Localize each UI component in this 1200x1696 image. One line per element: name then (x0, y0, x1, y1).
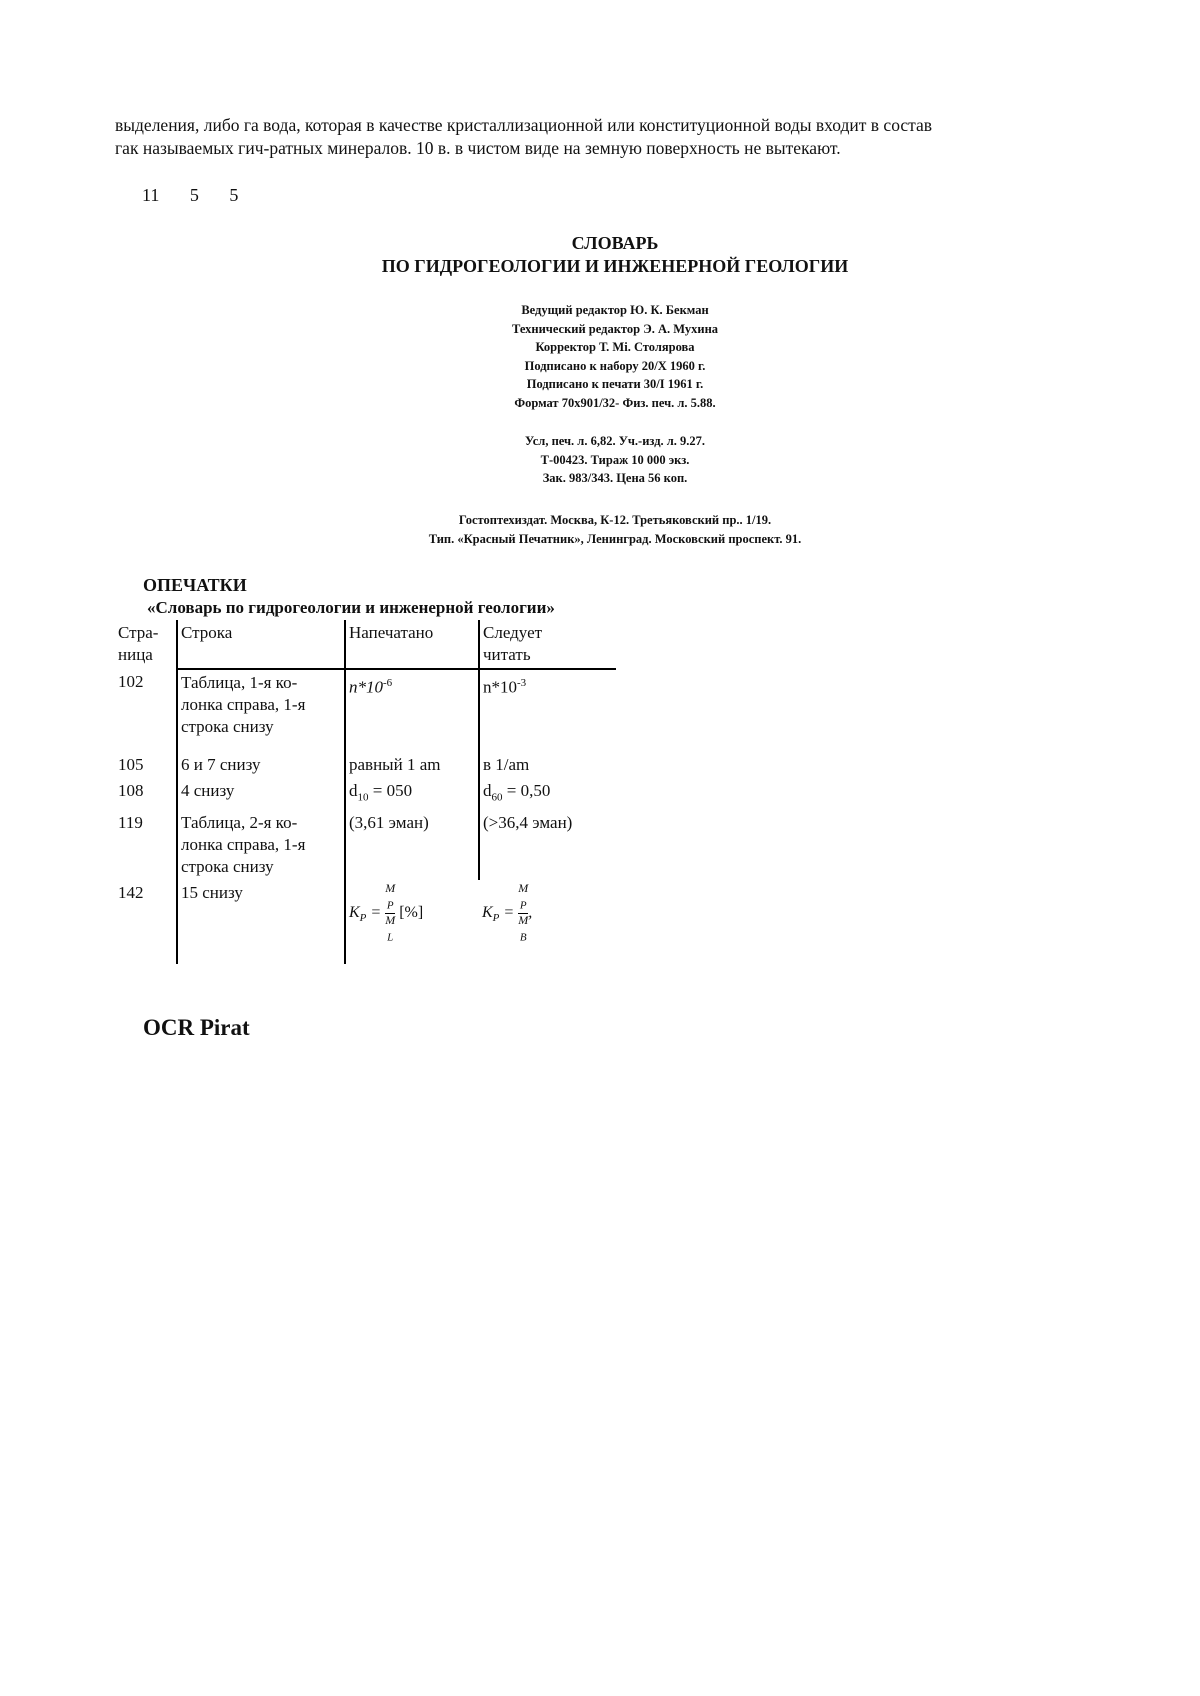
imprint-print-info (0, 432, 1200, 488)
header-should-read: Следует читать (479, 620, 616, 669)
imprint-line: Формат 70х901/32- Физ. печ. л. 5.88. (514, 395, 716, 410)
intro-line: гак называемых гич-ратных минералов. 10 в. в чистом виде на земную поверхность не вытекают. (115, 138, 841, 158)
fraction: M $_P$ M $_L$ (385, 881, 396, 944)
table-row (115, 752, 616, 778)
imprint-line: Подписано к печати 30/I 1961 г. (526, 377, 704, 391)
formula-printed: $K_P$ = M $_P$ M $_L$ [%] (349, 881, 424, 944)
page-number: 11 (142, 185, 160, 205)
intro-paragraph (115, 114, 1095, 160)
cell-should-read: в 1/am (479, 752, 616, 778)
imprint-line: Тип. «Красный Печатник», Ленинград. Московский проспект. 91. (428, 531, 802, 546)
fraction: M $_P$ M $_B$ (518, 881, 529, 944)
page-numbers (142, 185, 264, 206)
header-printed: Напечатано (345, 620, 479, 669)
cell-page: 105 (118, 755, 144, 774)
cell-line: 15 снизу (177, 880, 345, 964)
errata-table (115, 620, 616, 964)
cell-printed: равный 1 am (345, 752, 479, 778)
header-page: Стра- ница (118, 623, 159, 664)
table-row (115, 778, 616, 810)
table-row (115, 669, 616, 752)
cell-line: Таблица, 2-я ко- лонка справа, 1-я строка снизу (177, 810, 345, 880)
imprint-line: Усл, печ. л. 6,82. Уч.-изд. л. 9.27. (524, 434, 706, 448)
imprint-line: Технический редактор Э. А. Мухина (511, 321, 719, 336)
cell-should-read: $d_{60} = 0,50$ (479, 778, 616, 810)
cell-line: Таблица, 1-я ко- лонка справа, 1-я строка снизу (177, 669, 345, 752)
cell-line: 6 и 7 снизу (177, 752, 345, 778)
imprint-line: Зак. 983/343. Цена 56 коп. (542, 471, 688, 485)
imprint-publisher (0, 511, 1200, 548)
errata-title: ОПЕЧАТКИ (143, 575, 247, 595)
errata-subtitle: «Словарь по гидрогеологии и инженерной геологии» (147, 598, 555, 617)
dictionary-title: СЛОВАРЬ (571, 233, 659, 253)
imprint-line: Корректор Т. Мі. Столярова (535, 340, 695, 354)
formula-should-read: $K_P$ = M $_P$ M $_B$ , (482, 881, 533, 944)
imprint-line: Т-00423. Тираж 10 000 экз. (540, 452, 690, 467)
cell-printed: $d_{10} = 050$ (345, 778, 479, 810)
table-header-row (115, 620, 616, 669)
imprint-line: Ведущий редактор Ю. К. Бекман (521, 303, 709, 317)
page-number: 5 (189, 185, 199, 205)
imprint-editors (0, 301, 1200, 412)
dictionary-subtitle: ПО ГИДРОГЕОЛОГИИ И ИНЖЕНЕРНОЙ ГЕОЛОГИИ (381, 256, 849, 276)
page-number: 5 (229, 185, 239, 205)
ocr-credit: OCR Pirat (143, 1015, 250, 1040)
cell-should-read (479, 880, 616, 964)
imprint-line: Гостоптехиздат. Москва, К-12. Третьяковский пр.. 1/19. (458, 513, 772, 527)
table-row (115, 880, 616, 964)
cell-should-read: (>36,4 эман) (479, 810, 616, 880)
cell-printed (345, 880, 479, 964)
cell-printed: (3,61 эман) (345, 810, 479, 880)
header-line: Строка (177, 620, 345, 669)
cell-line: 4 снизу (177, 778, 345, 810)
cell-page: 108 (118, 781, 144, 800)
cell-page: 102 (118, 672, 144, 691)
intro-line: выделения, либо га вода, которая в качестве кристаллизационной или конституционной воды входит в состав (115, 115, 933, 135)
cell-should-read: $n*10^{-3}$ (479, 669, 616, 752)
cell-printed: $n*10^{-6}$ (345, 669, 479, 752)
cell-page: 142 (118, 883, 144, 903)
cell-page: 119 (118, 813, 143, 833)
imprint-line: Подписано к набору 20/Х 1960 г. (524, 358, 706, 373)
table-row (115, 810, 616, 880)
